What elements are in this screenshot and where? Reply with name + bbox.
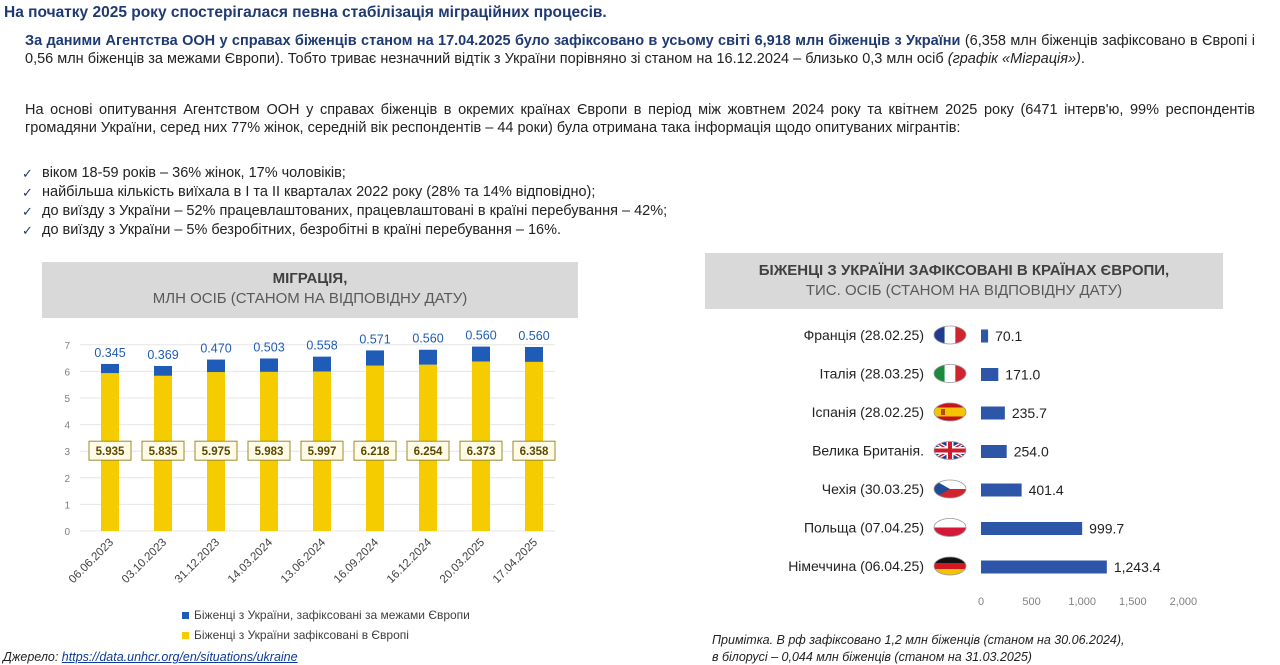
country-row: [812, 442, 1049, 460]
data-label-outside: 0.571: [359, 332, 391, 347]
migration-chart-title-panel: [42, 262, 578, 318]
country-label: Німеччина (06.04.25): [788, 558, 924, 574]
bullet-text: до виїзду з України – 52% працевлаштованих, працевлаштовані в країні перебування – 42%;: [42, 203, 668, 219]
country-value-label: 1,243.4: [1113, 559, 1161, 575]
data-label-outside: 0.345: [94, 345, 126, 360]
data-label-europe: 6.373: [466, 446, 496, 459]
data-label-europe: 5.983: [254, 446, 284, 459]
migration-chart-title: МІГРАЦІЯ,: [272, 270, 348, 287]
country-bar: [981, 407, 1005, 420]
bar-outside-europe: [207, 360, 225, 373]
x-tick-label: 13.06.2024: [278, 536, 329, 586]
data-label-europe: 5.935: [95, 446, 125, 459]
country-value-label: 401.4: [1028, 482, 1064, 498]
x-tick-label: 2,000: [1169, 596, 1198, 608]
country-value-label: 171.0: [1005, 366, 1041, 383]
intro-text: (6,358 млн біженців зафіксовано в Європі і 0,56 млн біженців за межами Європи). Тобто триває незначний відтік з України порівняно зі станом на 16.12.2024 – близько 0,3 млн осіб: [25, 33, 1255, 67]
country-bar: [981, 445, 1007, 458]
y-tick-label: 0: [64, 527, 70, 538]
data-label-outside: 0.369: [147, 347, 179, 362]
intro-chart-ref: (графік «Міграція»): [947, 51, 1081, 67]
bar-outside-europe: [313, 357, 331, 372]
migration-chart-subtitle: МЛН ОСІБ (СТАНОМ НА ВІДПОВІДНУ ДАТУ): [152, 290, 468, 307]
legend-swatch-blue: [182, 612, 189, 619]
x-tick-label: 16.09.2024: [331, 536, 382, 586]
legend-item-europe: [182, 628, 409, 642]
data-label-europe: 6.218: [360, 446, 390, 459]
data-label-europe: 5.975: [201, 446, 231, 459]
bullet-list: [22, 164, 667, 240]
x-tick-label: 06.06.2023: [66, 536, 117, 586]
intro-end: .: [1080, 51, 1085, 67]
country-row: [788, 557, 1161, 575]
country-row: [804, 519, 1124, 537]
country-label: Італія (28.03.25): [819, 365, 924, 382]
y-tick-label: 6: [64, 367, 70, 379]
country-label: Польща (07.04.25): [803, 519, 924, 536]
country-row: [804, 326, 1023, 344]
y-tick-label: 3: [64, 447, 70, 459]
country-value-label: 254.0: [1013, 443, 1049, 460]
x-tick-label: 03.10.2023: [119, 536, 170, 586]
country-bar: [981, 522, 1082, 535]
bar-outside-europe: [154, 366, 172, 376]
legend-item-outside-europe: [182, 608, 470, 622]
x-tick-label: 20.03.2025: [437, 536, 488, 586]
source-label: Джерело:: [3, 650, 62, 664]
europe-chart-title-panel: [705, 253, 1223, 309]
bar-outside-europe: [419, 350, 437, 365]
x-tick-label: 0: [977, 596, 985, 608]
migration-stacked-bar-chart: [0, 320, 600, 610]
data-label-europe: 5.835: [148, 446, 178, 459]
europe-chart-title: БІЖЕНЦІ З УКРАЇНИ ЗАФІКСОВАНІ В КРАЇНАХ ЄВРОПИ,: [758, 262, 1170, 279]
bullet-item: [22, 164, 667, 183]
x-tick-label: 17.04.2025: [490, 536, 541, 586]
checkmark-icon: ✓: [22, 223, 33, 238]
x-tick-label: 1,500: [1119, 596, 1147, 608]
checkmark-icon: ✓: [22, 185, 33, 200]
country-label: Франція (28.02.25): [803, 327, 924, 343]
x-tick-label: 500: [1022, 596, 1041, 608]
bar-outside-europe: [366, 350, 384, 365]
country-label: Чехія (30.03.25): [821, 481, 924, 497]
source-line: [3, 650, 298, 664]
bar-outside-europe: [101, 364, 119, 373]
bullet-text: до виїзду з України – 5% безробітних, безробітні в країні перебування – 16%.: [42, 222, 561, 238]
checkmark-icon: ✓: [22, 166, 33, 181]
legend-label: Біженці з України, зафіксовані за межами Європи: [194, 608, 470, 622]
data-label-europe: 5.997: [307, 446, 337, 459]
y-tick-label: 1: [64, 500, 70, 512]
intro-paragraph: [25, 32, 1255, 68]
bullet-item: [22, 183, 667, 202]
country-row: [819, 365, 1040, 383]
data-label-outside: 0.470: [200, 341, 232, 356]
legend-label: Біженці з України зафіксовані в Європі: [194, 628, 409, 642]
data-label-outside: 0.560: [518, 328, 550, 343]
bar-outside-europe: [260, 358, 278, 371]
x-tick-label: 14.03.2024: [225, 536, 276, 586]
intro-bold: За даними Агентства ООН у справах біженців станом на 17.04.2025 було зафіксовано в усьому світі 6,918 млн біженців з України: [25, 33, 961, 49]
page-heading: На початку 2025 року спостерігалася певна стабілізація міграційних процесів.: [4, 4, 607, 21]
data-label-europe: 6.254: [413, 446, 443, 459]
bullet-item: [22, 202, 667, 221]
data-label-europe: 6.358: [519, 446, 549, 459]
survey-paragraph: На основі опитування Агентством ООН у справах біженців в окремих країнах Європи в період між жовтнем 2024 року та квітнем 2025 року (6471 інтерв'ю, 99% респондентів громадяни України, серед них 77% жінок, середній вік респондентів – 44 роки) була отримана така інформація щодо опитуваних мігрантів:: [25, 102, 1255, 136]
checkmark-icon: ✓: [22, 204, 33, 219]
country-value-label: 235.7: [1011, 405, 1047, 421]
data-label-outside: 0.560: [412, 331, 444, 346]
country-row: [812, 403, 1047, 421]
europe-chart-subtitle: ТИС. ОСІБ (СТАНОМ НА ВІДПОВІДНУ ДАТУ): [805, 282, 1123, 299]
x-tick-label: 31.12.2023: [172, 536, 223, 586]
bar-outside-europe: [472, 347, 490, 362]
country-bar: [981, 484, 1022, 497]
country-bar: [981, 368, 998, 381]
bullet-text: віком 18-59 років – 36% жінок, 17% чоловіків;: [42, 165, 346, 181]
y-tick-label: 2: [64, 473, 70, 485]
bar-outside-europe: [525, 347, 543, 362]
x-tick-label: 1,000: [1068, 596, 1096, 608]
footnote-line-1: Примітка. В рф зафіксовано 1,2 млн біженців (станом на 30.06.2024),: [712, 633, 1125, 647]
source-link[interactable]: https://data.unhcr.org/en/situations/ukraine: [61, 650, 298, 664]
country-bar: [981, 330, 988, 343]
data-label-outside: 0.558: [306, 338, 338, 353]
y-tick-label: 5: [64, 394, 70, 405]
y-tick-label: 7: [64, 340, 70, 352]
country-value-label: 999.7: [1089, 520, 1125, 537]
bullet-text: найбільша кількість виїхала в І та ІІ кварталах 2022 року (28% та 14% відповідно);: [42, 184, 596, 200]
data-label-outside: 0.560: [465, 328, 497, 343]
country-label: Велика Британія.: [812, 442, 924, 459]
europe-horizontal-bar-chart: [700, 310, 1240, 615]
footnote-line-2: в білорусі – 0,044 млн біженців (станом на 31.03.2025): [712, 650, 1032, 664]
legend-swatch-yellow: [182, 632, 189, 639]
y-tick-label: 4: [64, 420, 70, 432]
country-bar: [981, 561, 1107, 574]
data-label-outside: 0.503: [253, 340, 285, 355]
country-label: Іспанія (28.02.25): [811, 404, 924, 420]
x-tick-label: 16.12.2024: [384, 536, 435, 586]
footnote: [712, 632, 1125, 665]
bullet-item: [22, 221, 667, 240]
country-value-label: 70.1: [995, 328, 1023, 344]
country-row: [822, 480, 1064, 498]
